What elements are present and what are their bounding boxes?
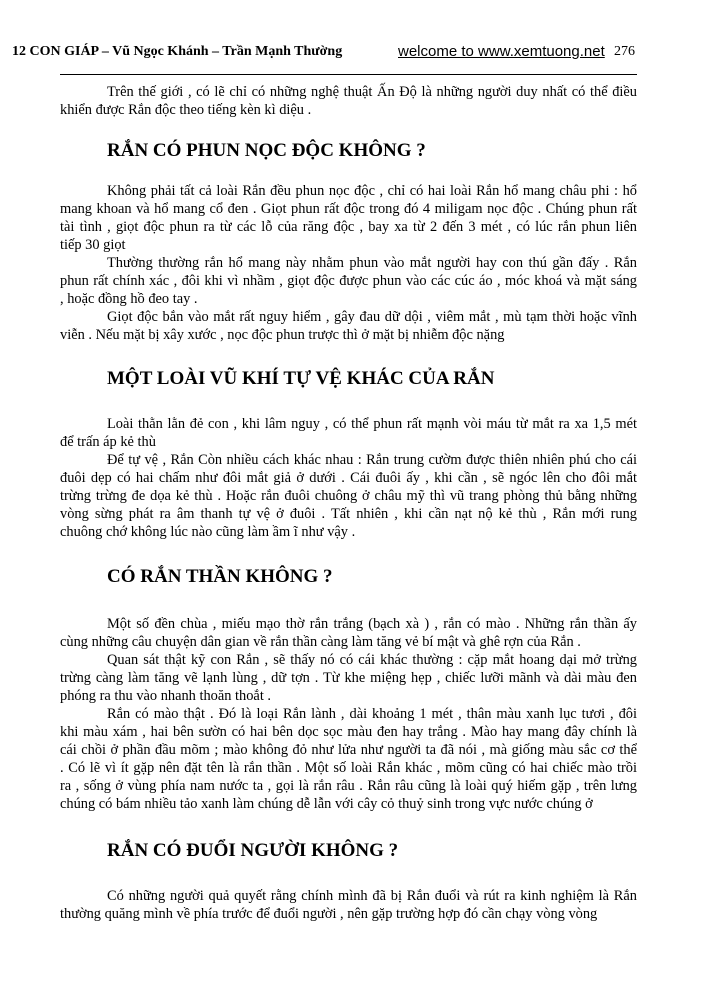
paragraph [60,651,637,705]
paragraph [60,415,637,451]
paragraph [60,615,637,651]
text-line: tài tình , giọt độc phun ra từ các lỗ của răng độc , bay xa từ 2 đến 3 mét , có lúc rắn phun liên [60,219,637,235]
text-line: cùng những câu chuyện dân gian về rắn thần càng làm tăng vẻ bí mật và ghê rợn của Rắn . [60,634,581,650]
text-line: để trấn áp kẻ thù [60,434,156,450]
header-divider [60,74,637,75]
text-line: chuông chớ không lúc nào cũng làm ầm ĩ như vậy . [60,524,356,540]
text-line: Quan sát thật kỹ con Rắn , sẽ thấy nó có cái khác thường : cặp mắt hoang dại mở trừng [107,652,637,668]
text-line: . Có lẽ vì ít gặp nên đặt tên là rắn thần . Một số loài Rắn khác , mõm cũng có hai chiếc mào trồi [60,760,637,776]
text-line: tiếp 30 giọt [60,237,126,253]
text-line: Giọt độc bắn vào mắt rất nguy hiểm , gây đau dữ dội , viêm mắt , mù tạm thời hoặc vĩnh [107,309,637,325]
section-heading: RẮN CÓ PHUN NỌC ĐỘC KHÔNG ? [107,140,426,161]
text-line: mang khoan và hổ mang cổ đen . Giọt phun rất độc trong đó 4 miligam nọc độc . Chúng phun rất [60,201,637,217]
text-line: Có những người quả quyết rằng chính mình đã bị Rắn đuổi và rút ra kinh nghiệm là Rắn [107,888,637,904]
page-number: 276 [614,44,635,59]
text-line: Loài thằn lằn đẻ con , khi lâm nguy , có thể phun rất mạnh vòi máu từ mắt ra xa 1,5 mét [107,416,637,432]
text-line: phóng ra thu vào nhanh thoăn thoắt . [60,688,272,704]
section-heading: MỘT LOÀI VŨ KHÍ TỰ VỆ KHÁC CỦA RẮN [107,368,495,389]
text-line: viễn . Nếu mặt bị xây xước , nọc độc phun trược thì ở mặt bị nhiễm độc nặng [60,327,505,343]
text-line: trừng càng làm tăng vẽ lạnh lùng , dữ tợn . Từ khe miệng hẹp , chiếc lưỡi mãnh và dài màu đen [60,670,637,686]
section-heading: RẮN CÓ ĐUỔI NGƯỜI KHÔNG ? [107,840,399,861]
text-line: khi màu xám , hai bên sườn có hai bên dọc sọc màu đen hay trắng . Mào hay mang đây chính là [60,724,637,740]
text-line: cái chồi ở phần đầu mõm ; mào không đỏ như lửa như người ta đã nói , mà giống màu sắc cơ thể [60,742,637,758]
paragraph [60,451,637,541]
text-line: thường quăng mình về phía trước để đuổi người , nên gặp trường hợp đó cần chạy vòng vòng [60,906,598,922]
text-line: ra , sống ở vùng phía nam nước ta , gọi là rắn râu . Rắn râu cũng là loài quý hiếm gặp , trên lưng [60,778,637,794]
text-line: chúng có bám nhiều tảo xanh làm chúng dễ lẫn với cây cỏ thuỷ sinh trong vực nước chúng ở [60,796,593,812]
text-line: Trên thế giới , có lẽ chỉ có những nghệ thuật Ấn Độ là những người duy nhất có thể điều [107,84,637,100]
text-line: trừng trừng đe dọa kẻ thù . Hoặc rắn đuôi chuông ở châu mỹ thì vũ trang phòng thủ bằng những [60,488,637,504]
section-heading: CÓ RẮN THẦN KHÔNG ? [107,566,333,587]
paragraph [60,705,637,813]
website-link[interactable]: welcome to www.xemtuong.net [398,43,605,60]
paragraph [60,83,637,119]
text-line: phun rất chính xác , đôi khi vì nhầm , giọt độc được phun vào các cúc áo , móc khoá và mặt sáng [60,273,637,289]
paragraph [60,308,637,344]
text-line: , hoặc đồng hồ đeo tay . [60,291,198,307]
paragraph [60,182,637,254]
paragraph [60,254,637,308]
book-title: 12 CON GIÁP – Vũ Ngọc Khánh – Trần Mạnh Thường [12,44,343,59]
text-line: Để tự vệ , Rắn Còn nhiều cách khác nhau : Rắn trung cườm được thiên nhiên phú cho cái [107,452,637,468]
text-line: Không phải tất cả loài Rắn đều phun nọc độc , chỉ có hai loài Rắn hổ mang châu phi : hổ [107,183,637,199]
text-line: đuôi dẹp có hai chấm như đôi mắt giả ở dưới . Cái đuôi ấy , khi cần , sẽ ngóc lên cho đôi mắt [60,470,637,486]
paragraph [60,887,637,923]
text-line: khiển được Rắn độc theo tiếng kèn kì diệu . [60,102,312,118]
text-line: Rắn có mào thật . Đó là loại Rắn lành , dài khoảng 1 mét , thân màu xanh lục tươi , đôi [107,706,637,722]
text-line: Một số đền chùa , miếu mạo thờ rắn trắng (bạch xà ) , rắn có mào . Những rắn thần ấy [107,616,637,632]
text-line: vòng sừng phát ra âm thanh tự vệ ở đuôi . Tất nhiên , khi cần nạt nộ kẻ thù , Rắn mới rung [60,506,637,522]
text-line: Thường thường rắn hổ mang này nhằm phun vào mắt người hay con thú gần đấy . Rắn [107,255,637,271]
